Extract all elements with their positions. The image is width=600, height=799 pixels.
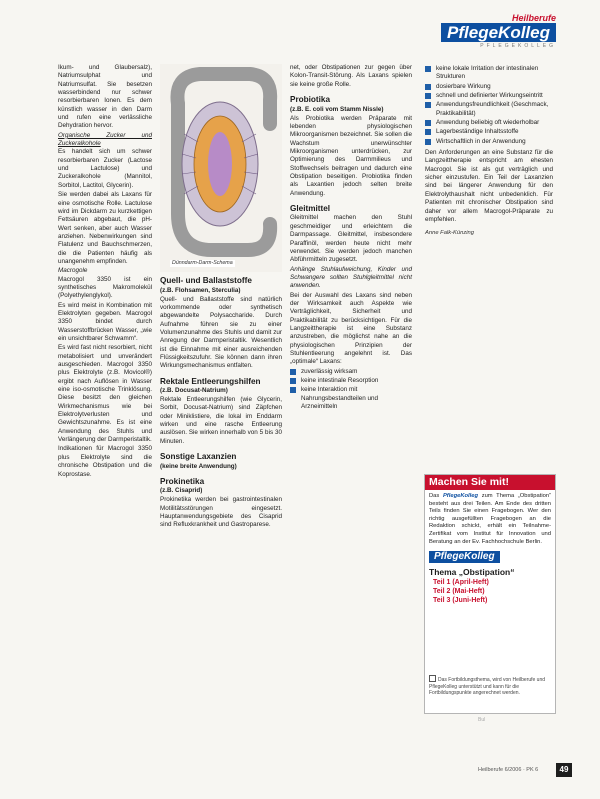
subheading-quellstoffe: (z.B. Flohsamen, Sterculia) xyxy=(160,286,241,294)
heading-quellstoffe: Quell- und Ballaststoffe xyxy=(160,276,252,285)
bullet-item: keine Interaktion mit Nahrungsbestandteilen und Arzneimitteln xyxy=(290,386,412,411)
bullet-list xyxy=(425,65,553,146)
intestine-drawing xyxy=(160,64,282,272)
subheading-rektale: (z.B. Docusat-Natrium) xyxy=(160,387,228,395)
bullet-item: keine intestinale Resorption xyxy=(290,377,412,385)
promo-text xyxy=(425,490,555,546)
heading-sonstige: Sonstige Laxanzien xyxy=(160,452,237,462)
promo-issue: Teil 2 (Mai-Heft) xyxy=(433,588,485,596)
paragraph: Es wird meist in Kombination mit Elektrolyten gegeben. Macrogol 3350 bindet durch Wasserstoffbrücken Wasser, „wie ein unsichtbarer Schwamm“. xyxy=(58,301,152,342)
paragraph: Gleitmittel machen den Stuhl geschmeidiger und erleichtern die Darmpassage. Gleitmittel, insbesondere Paraffinöl, werden heute nicht mehr verwendet. Sie werden jedoch manchen Abführmitteln zugesetzt. xyxy=(290,214,412,264)
paragraph: Rektale Entleerungshilfen (wie Glycerin, Sorbit, Docusat-Natrium) sind Zäpfchen oder Miniklistiere, die lokal im Enddarm wirken und eine rasche Entleerung auslösen. Sie wirken innerhalb von 5 bis 30 Minuten. xyxy=(160,396,282,445)
subheading-zucker: Organische Zucker und Zuckeralkohole xyxy=(58,131,152,148)
italic-note: Anhänge Stuhlaufweichung, Kinder und Schwangere sollten Stuhlgleitmittel nicht anwenden. xyxy=(290,265,412,290)
page-number: 49 xyxy=(556,763,572,777)
promo-footnote xyxy=(429,675,551,697)
promo-text-brand: PflegeKolleg xyxy=(442,493,479,499)
subheading-prokinetika: (z.B. Cisaprid) xyxy=(160,487,203,495)
bullet-list xyxy=(290,368,412,412)
heading-rektale: Rektale Entleerungshilfen xyxy=(160,376,261,386)
masthead-logo: PflegeKolleg xyxy=(441,23,556,42)
promo-issue: Teil 1 (April-Heft) xyxy=(433,579,489,587)
heading-probiotika: Probiotika xyxy=(290,95,331,105)
masthead xyxy=(441,13,556,50)
column-1 xyxy=(58,64,152,480)
promo-issue: Teil 3 (Juni-Heft) xyxy=(433,597,488,605)
paragraph: Bei der Auswahl des Laxans sind neben der Wirksamkeit auch Aspekte wie Verträglichkeit, Sicherheit und Praktikabilität zu berücksichtigen. Für die Langzeittherapie ist eine Substanz anzustreben, die möglichst nahe an die physiologischen Prinzipien der Stuhlentleerung angelehnt ist. Das „optimale“ Laxans: xyxy=(290,291,412,366)
paragraph: Quell- und Ballaststoffe sind natürlich vorkommende oder synthetisch abgewandelte Polysaccharide. Durch Aufnahme führen sie zu einer Volumenzunahme des Stuhls und damit zur Anregung der Darmperistaltik. Wesentlich ist die Einnahme mit einer ausreichenden Flüssigkeitszufuhr. Sie können dann ihren Wirkungsmechanismus entfalten. xyxy=(160,295,282,370)
checkbox-icon xyxy=(429,675,436,682)
bullet-item: Wirtschaftlich in der Anwendung xyxy=(425,138,553,146)
figure-caption: Dünndarm-Darm-Schema xyxy=(172,260,233,266)
heading-gleitmittel: Gleitmittel xyxy=(290,203,331,213)
paragraph: Indikationen für Macrogol 3350 plus Elektrolyte sind die chronische Obstipation und die Koprostase. xyxy=(58,445,152,478)
promo-theme: Thema „Obstipation“ xyxy=(429,567,515,578)
footer-citation: Heilberufe 6/2006 · PK 6 xyxy=(478,767,539,773)
bullet-item: schnell und definierter Wirkungseintritt xyxy=(425,92,553,100)
stray-mark: Bul xyxy=(478,717,486,723)
paragraph: net, oder Obstipationen zur gegen über Kolon-Transit-Störung. Als Laxans spielen sie keine große Rolle. xyxy=(290,64,412,88)
promo-box xyxy=(424,474,556,714)
masthead-subline: PFLEGEKOLLEG xyxy=(480,43,556,49)
promo-logo: PflegeKolleg xyxy=(429,551,500,563)
column-4 xyxy=(425,64,553,238)
bullet-item: keine lokale Irritation der intestinalen Strukturen xyxy=(425,65,553,82)
bullet-item: Anwendung beliebig oft wiederholbar xyxy=(425,119,553,127)
paragraph: Sie werden dabei als Laxans für eine osmotische Rolle. Lactulose wird im Dickdarm zu kurzkettigen Fettsäuren abgebaut, die pH-Wert senken, aber auch Wasser anziehen. Nebenwirkungen sind Flatulenz und Bauchschmerzen, die die Patienten häufig als unangenehm empfinden. xyxy=(58,191,152,265)
author-signature: Anne Falk-Künzing xyxy=(425,230,474,237)
masthead-publisher: Heilberufe xyxy=(511,13,556,23)
heading-prokinetika: Prokinetika xyxy=(160,476,205,486)
paragraph: Den Anforderungen an eine Substanz für die Langzeittherapie entspricht am ehesten Macrogol. Sie ist als gut verträglich und sicher einzustufen. Ein Teil der Laxanzien sind bei längerer Anwendung für den Elektrolythaushalt nicht unbedenklich. Für Patienten mit chronischer Obstipation sind daher vor allem Macrogol-Präparate zu empfehlen. xyxy=(425,149,553,223)
paragraph: Ikum- und Glaubersalz), Natriumsulphat und Natriumsulfat. Sie besetzen wasserbindend nur schwer resorbierbaren Ionen. Es dem künstlich wasser in den Darm und rufen eine verlässliche Dehydration hervor. xyxy=(58,64,152,130)
promo-text-body: zum Thema „Obstipation“ besteht aus drei Teilen. Am Ende des dritten Teils finden Sie einen Fragebogen. Wer den richtig ausgefüllten Fragebogen an die Redaktion schickt, erhält ein Teilnahme-Zertifikat vom Institut für Innovation und Beratung an der Ev. Fachhochschule Berlin. xyxy=(429,493,551,545)
column-3 xyxy=(290,64,412,414)
paragraph: Macrogol 3350 ist ein synthetisches Makromolekül (Polyethylenglykol). xyxy=(58,275,152,300)
column-2 xyxy=(160,276,282,531)
paragraph: Es handelt sich um schwer resorbierbaren Zucker (Lactose und Lactulose) und Zuckeralkohole (Mannitol, Sorbitol, Lactitol, Glycerin). xyxy=(58,148,152,189)
promo-text-start: Das xyxy=(429,493,440,499)
intestine-illustration xyxy=(160,64,282,272)
paragraph: Prokinetika werden bei gastrointestinalen Motilitätsstörungen eingesetzt. Hauptanwendungsgebiete des Cisaprid sind Refluxkrankheit und Gastroparese. xyxy=(160,496,282,529)
promo-title: Machen Sie mit! xyxy=(425,475,555,490)
paragraph: Es wird fast nicht resorbiert, nicht metabolisiert und unverändert ausgeschieden. Macrogol 3350 plus Elektrolyte (z.B. Movicol®) ergibt nach Auflösen in Wasser eine iso-osmotische Trinklösung. Diese besitzt den gleichen Wirkmechanismus wie bei Elektrolytverlusten und Gewichtszunahme. Es ist eine Anwendung des Stuhls und Verlängerung der Darmperistaltik. xyxy=(58,344,152,444)
bullet-item: Lagerbeständige Inhaltsstoffe xyxy=(425,128,553,136)
subheading-macrogole: Macrogole xyxy=(58,267,88,275)
paragraph: Als Probiotika werden Präparate mit lebenden physiologischen Mikroorganismen bezeichnet. Sie sollen die Wachstum unerwünschter Mikroorganismen unterdrücken, zur Optimierung des Darmmilieus und Stoffwechsels beitragen und dadurch eine Obstipation beseitigen. Probiotika finden als Laxantien jedoch selten breite Anwendung. xyxy=(290,114,412,197)
bullet-item: zuverlässig wirksam xyxy=(290,368,412,376)
subheading-probiotika: (z.B. E. coli vom Stamm Nissle) xyxy=(290,105,384,113)
promo-footnote-text: Das Fortbildungsthema, wird von Heilberufe und PflegeKolleg unterstützt und kann für die Fortbildungspunkte angerechnet werden. xyxy=(429,677,545,697)
bullet-item: dosierbare Wirkung xyxy=(425,83,553,91)
bullet-item: Anwendungsfreundlichkeit (Geschmack, Praktikabilität) xyxy=(425,101,553,118)
subheading-sonstige: (keine breite Anwendung) xyxy=(160,462,237,470)
